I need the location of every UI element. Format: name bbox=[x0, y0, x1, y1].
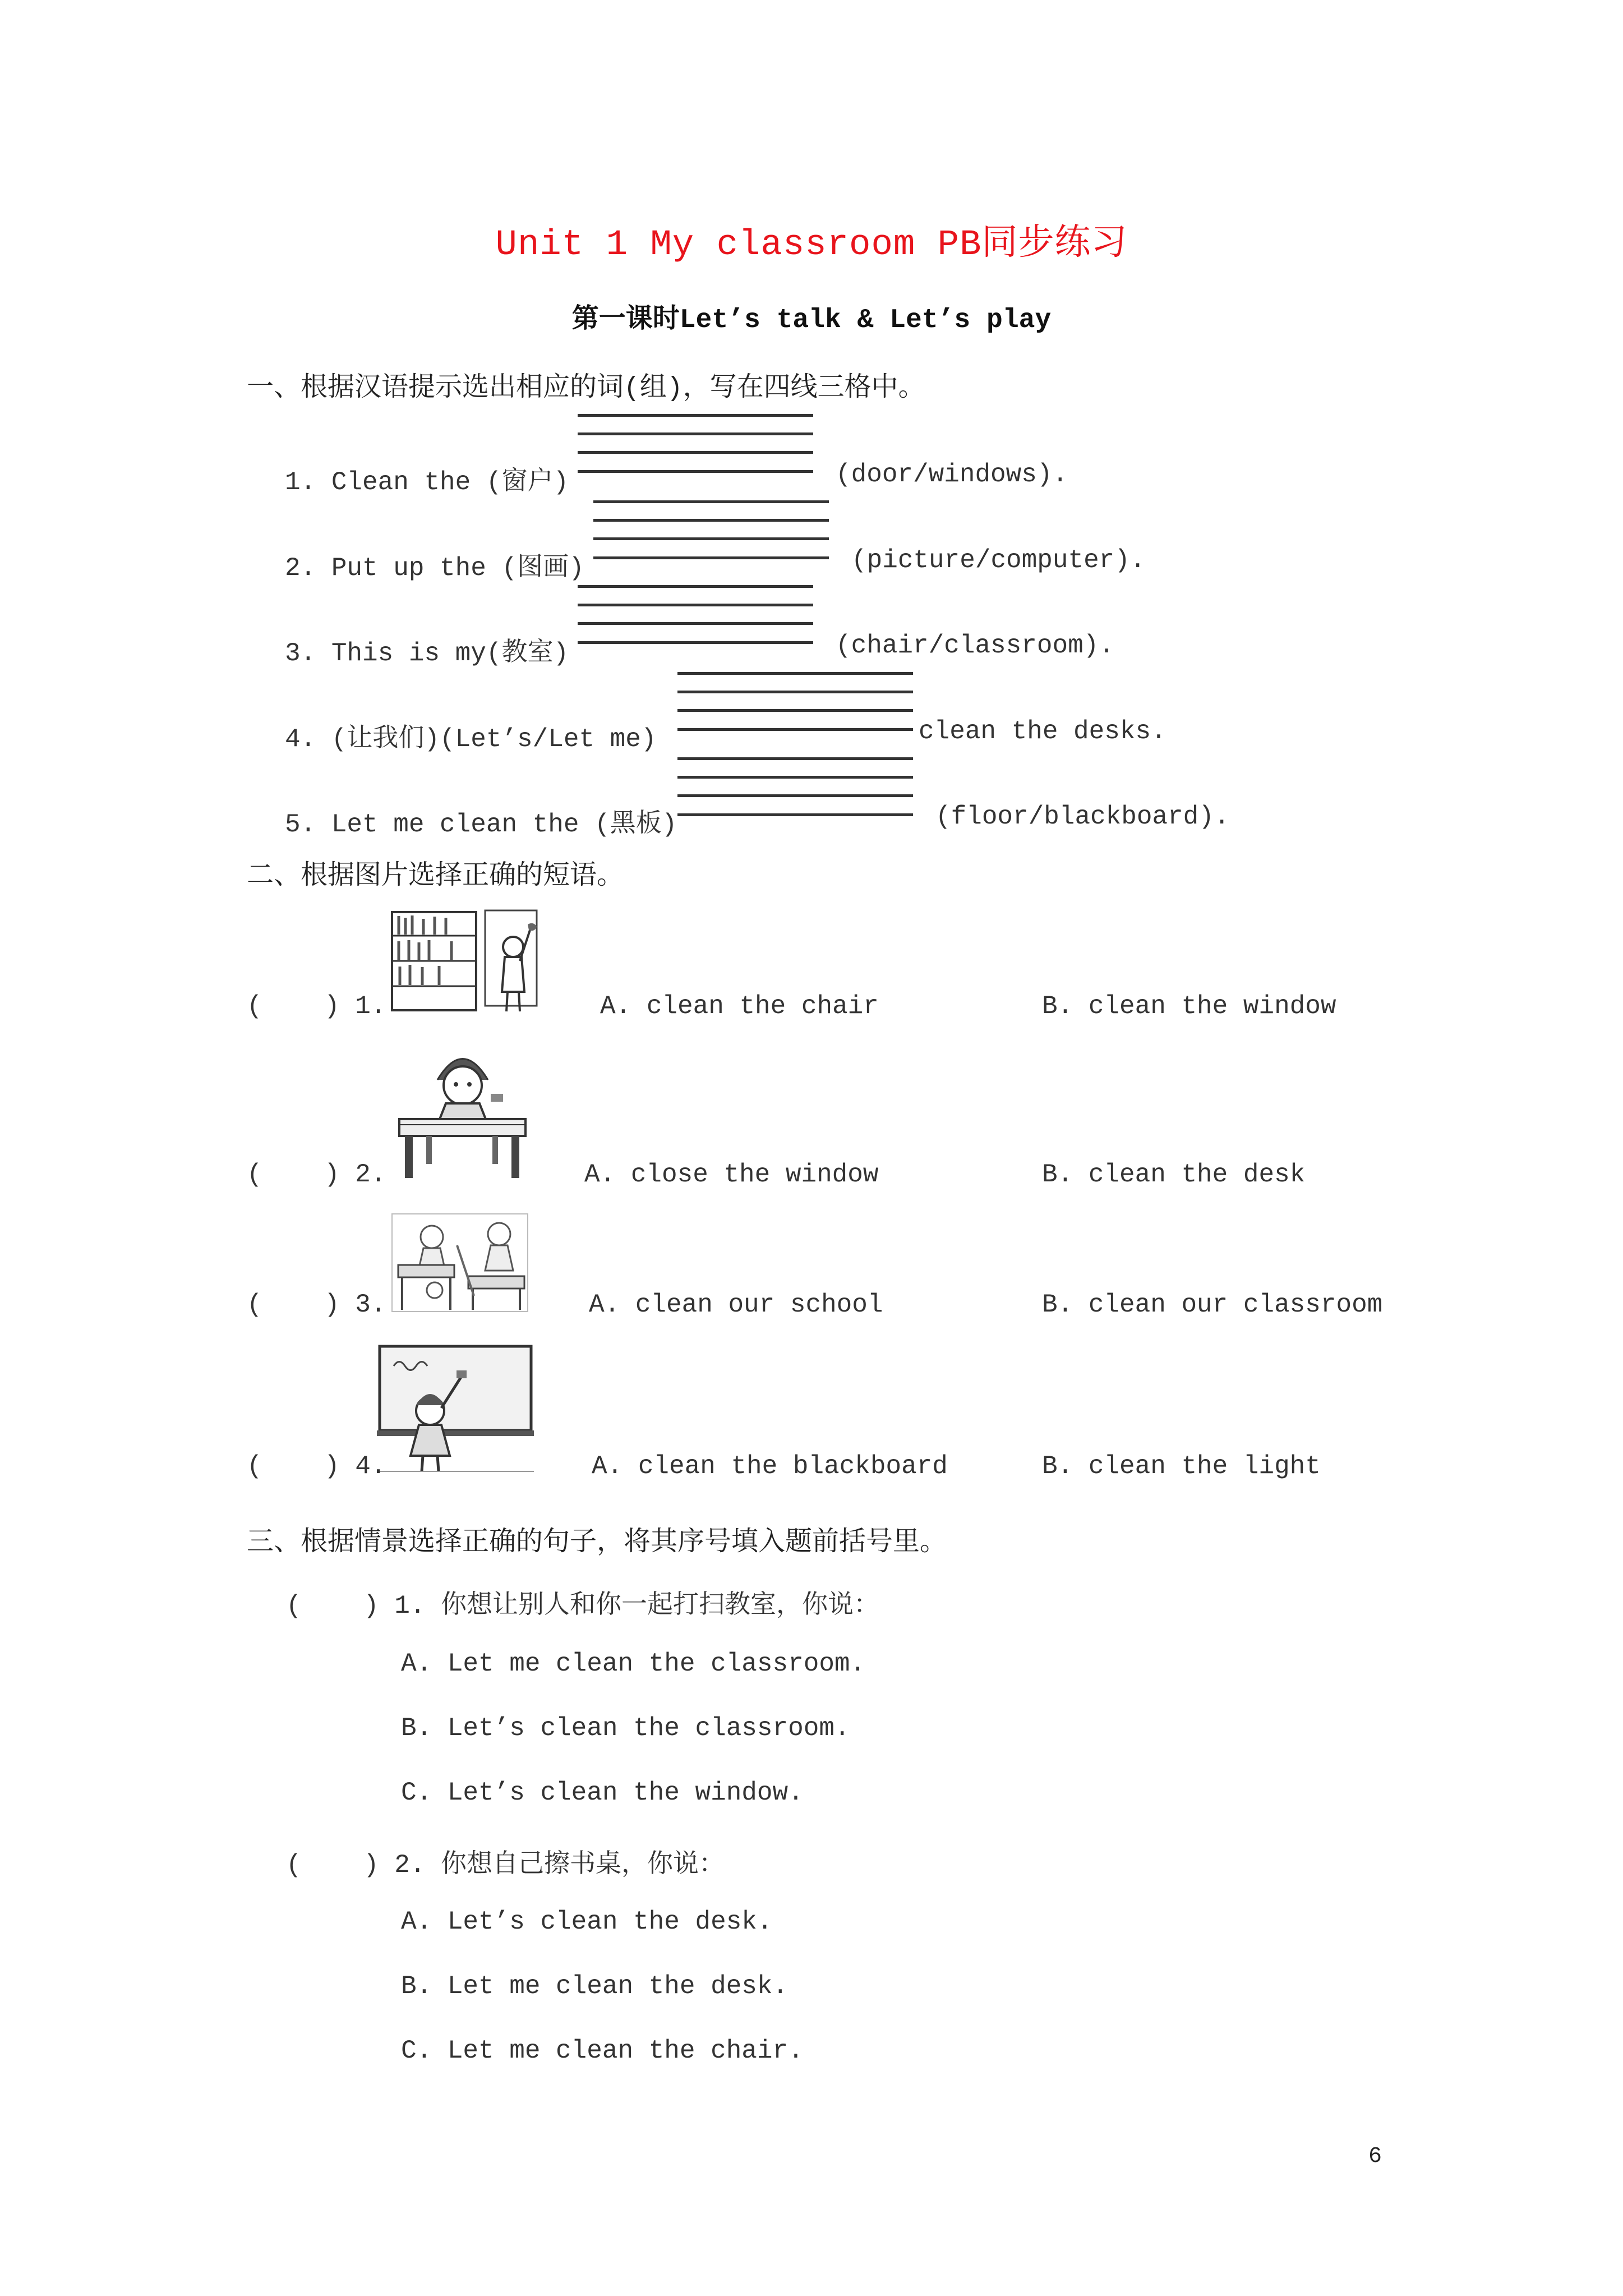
lesson-subtitle: 第一课时Let’s talk & Let’s play bbox=[571, 305, 1052, 335]
s1-q2-writing-lines[interactable] bbox=[593, 500, 829, 563]
s2-q4-option-a[interactable]: A. clean the blackboard bbox=[592, 1452, 948, 1481]
s3-q1-stem: ( ) 1. 你想让别人和你一起打扫教室，你说： bbox=[286, 1591, 880, 1621]
s2-q1-number: ( ) 1. bbox=[247, 992, 386, 1021]
s2-q1-option-b[interactable]: B. clean the window bbox=[1042, 992, 1336, 1021]
s2-q1-option-a[interactable]: A. clean the chair bbox=[600, 992, 879, 1021]
s2-q4-number: ( ) 4. bbox=[247, 1452, 386, 1481]
s2-q3-option-a[interactable]: A. clean our school bbox=[589, 1290, 883, 1319]
girl-cleaning-desk-picture bbox=[393, 1041, 530, 1181]
s1-q1-prefix: 1. Clean the (窗户) bbox=[285, 468, 569, 497]
section1-heading: 一、根据汉语提示选出相应的词(组)，写在四线三格中。 bbox=[247, 374, 925, 404]
s1-q2-hint: (picture/computer). bbox=[851, 546, 1146, 575]
s1-q3-prefix: 3. This is my(教室) bbox=[285, 639, 569, 668]
classroom-cleaning-picture bbox=[390, 1212, 530, 1314]
s3-q1-option-a[interactable]: A. Let me clean the classroom. bbox=[401, 1649, 866, 1678]
s1-q2-prefix: 2. Put up the (图画) bbox=[285, 554, 584, 583]
s1-q4-hint: clean the desks. bbox=[919, 717, 1166, 746]
s2-q2-option-b[interactable]: B. clean the desk bbox=[1042, 1160, 1306, 1189]
bookshelf-window-cleaning-picture bbox=[390, 908, 541, 1014]
section2-heading: 二、根据图片选择正确的短语。 bbox=[247, 862, 624, 892]
s1-q1-hint: (door/windows). bbox=[836, 460, 1068, 489]
s1-q5-hint: (floor/blackboard). bbox=[935, 802, 1230, 831]
s1-q4-prefix: 4. (让我们)(Let’s/Let me) bbox=[285, 725, 657, 754]
s2-q3-option-b[interactable]: B. clean our classroom bbox=[1042, 1290, 1383, 1319]
s3-q1-option-c[interactable]: C. Let’s clean the window. bbox=[401, 1778, 804, 1807]
s1-q3-hint: (chair/classroom). bbox=[836, 631, 1114, 660]
s1-q1-writing-lines[interactable] bbox=[578, 414, 813, 477]
page-number: 6 bbox=[1368, 2144, 1382, 2169]
s2-q3-number: ( ) 3. bbox=[247, 1290, 386, 1319]
s1-q5-prefix: 5. Let me clean the (黑板) bbox=[285, 810, 677, 839]
s1-q4-writing-lines[interactable] bbox=[677, 672, 913, 735]
s3-q2-option-b[interactable]: B. Let me clean the desk. bbox=[401, 1972, 789, 2001]
s3-q2-option-c[interactable]: C. Let me clean the chair. bbox=[401, 2036, 804, 2065]
s1-q5-writing-lines[interactable] bbox=[677, 757, 913, 820]
s2-q2-option-a[interactable]: A. close the window bbox=[584, 1160, 879, 1189]
s3-q2-option-a[interactable]: A. Let’s clean the desk. bbox=[401, 1907, 773, 1936]
s3-q2-stem: ( ) 2. 你想自己擦书桌，你说： bbox=[286, 1851, 725, 1880]
s2-q4-option-b[interactable]: B. clean the light bbox=[1042, 1452, 1321, 1481]
s2-q2-number: ( ) 2. bbox=[247, 1160, 386, 1189]
section3-heading: 三、根据情景选择正确的句子，将其序号填入题前括号里。 bbox=[247, 1528, 947, 1558]
s3-q1-option-b[interactable]: B. Let’s clean the classroom. bbox=[401, 1714, 850, 1743]
girl-cleaning-blackboard-picture bbox=[377, 1343, 534, 1473]
s1-q3-writing-lines[interactable] bbox=[578, 585, 813, 648]
page-title: Unit 1 My classroom PB同步练习 bbox=[495, 225, 1128, 265]
